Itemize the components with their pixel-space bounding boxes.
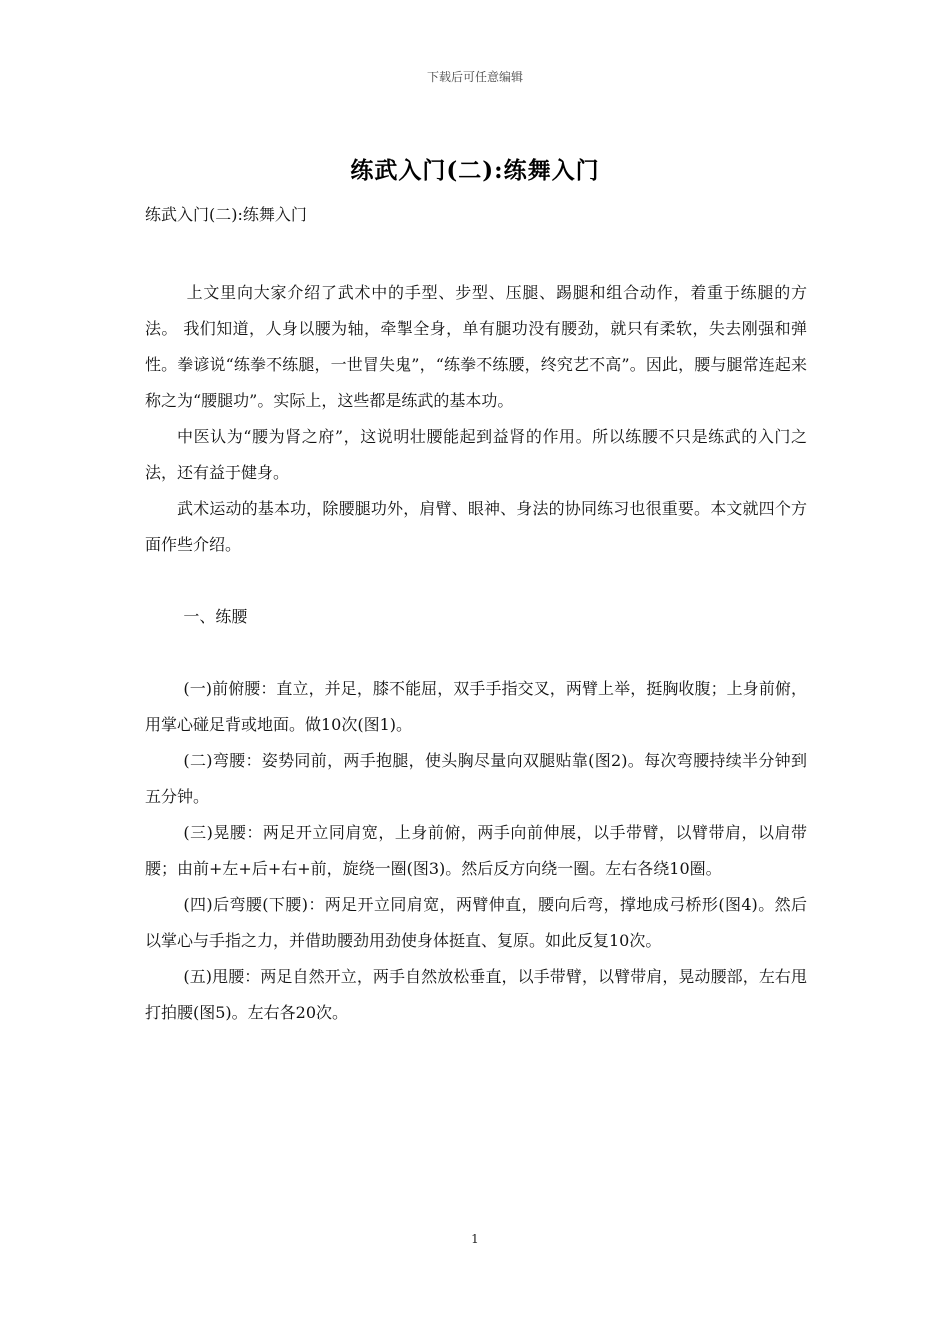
list-item: (五)甩腰：两足自然开立，两手自然放松垂直，以手带臂，以臂带肩，晃动腰部，左右甩打拍腰(图5)。左右各20次。 [145, 967, 807, 1022]
body-paragraph: 中医认为“腰为肾之府”，这说明壮腰能起到益肾的作用。所以练腰不只是练武的入门之法，还有益于健身。 [145, 427, 807, 482]
list-item: (二)弯腰：姿势同前，两手抱腿，使头胸尽量向双腿贴靠(图2)。每次弯腰持续半分钟到五分钟。 [145, 751, 807, 806]
document-subtitle: 练武入门(二):练舞入门 [145, 205, 307, 224]
page-number: 1 [471, 1232, 479, 1246]
list-item: (四)后弯腰(下腰)：两足开立同肩宽，两臂伸直，腰向后弯，撑地成弓桥形(图4)。然后以掌心与手指之力，并借助腰劲用劲使身体挺直、复原。如此反复10次。 [145, 895, 807, 950]
section-heading: 一、练腰 [183, 607, 248, 626]
intro-paragraph: 上文里向大家介绍了武术中的手型、步型、压腿、踢腿和组合动作，着重于练腿的方法。 我们知道，人身以腰为轴，牵掣全身，单有腿功没有腰劲，就只有柔软，失去刚强和弹性。拳谚说“练拳不练腿，一世冒失鬼”，“练拳不练腰，终究艺不高”。因此，腰与腿常连起来称之为“腰腿功”。实际上，这些都是练武的基本功。 [145, 283, 807, 410]
document-body [145, 275, 807, 1031]
body-paragraph: 武术运动的基本功，除腰腿功外，肩臂、眼神、身法的协同练习也很重要。本文就四个方面作些介绍。 [145, 499, 807, 554]
document-title: 练武入门(二):练舞入门 [350, 157, 600, 184]
list-item: (一)前俯腰：直立，并足，膝不能屈，双手手指交叉，两臂上举，挺胸收腹；上身前俯，用掌心碰足背或地面。做10次(图1)。 [145, 679, 807, 734]
page-header-note: 下载后可任意编辑 [426, 70, 523, 84]
list-item: (三)晃腰：两足开立同肩宽，上身前俯，两手向前伸展，以手带臂，以臂带肩，以肩带腰；由前+左+后+右+前，旋绕一圈(图3)。然后反方向绕一圈。左右各绕10圈。 [145, 823, 807, 878]
